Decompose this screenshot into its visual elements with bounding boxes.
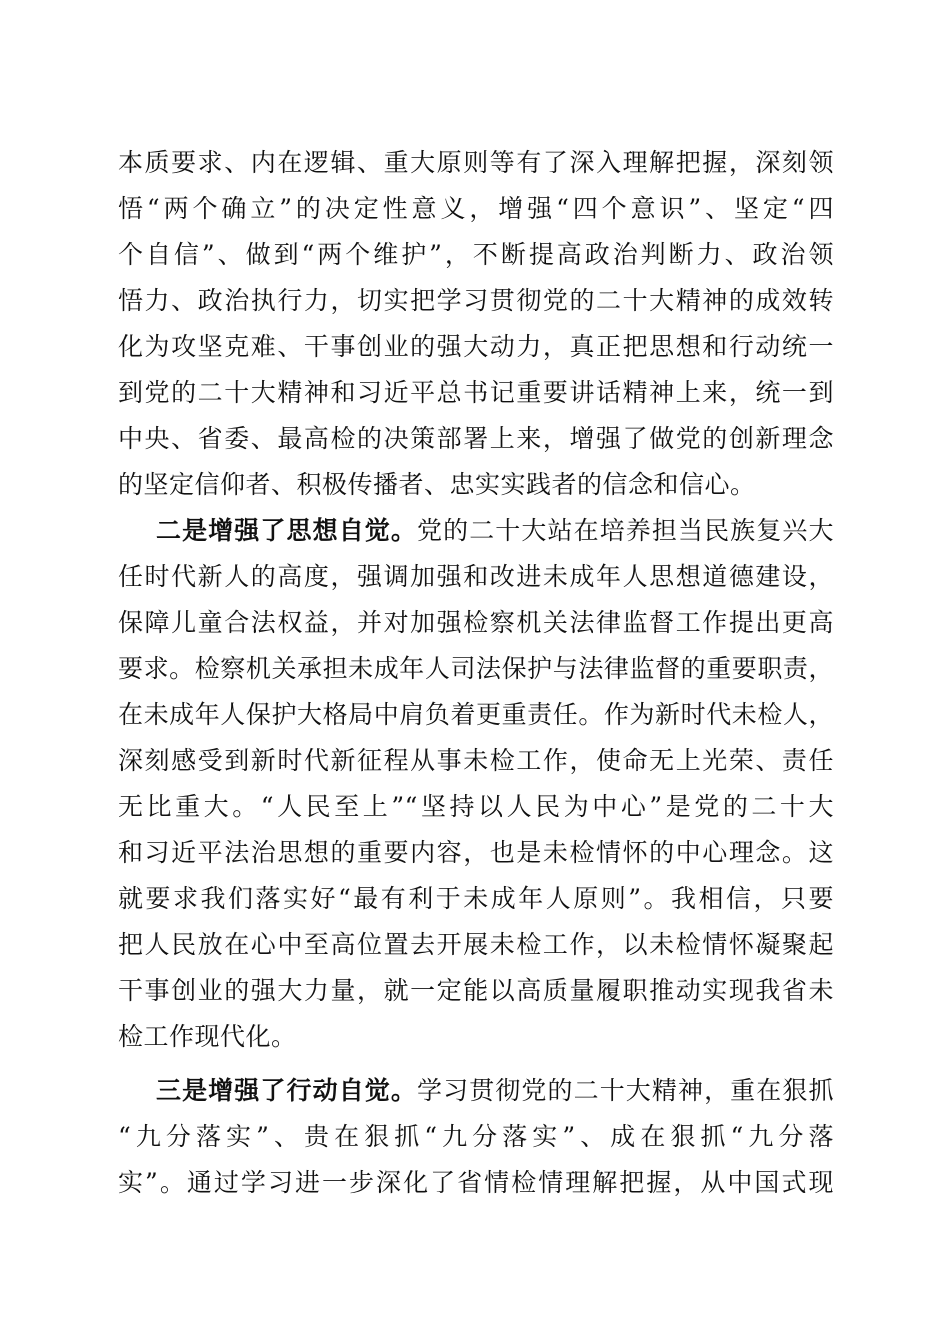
paragraph-line: 任时代新人的高度，强调加强和改进未成年人思想道德建设， (118, 562, 834, 591)
paragraph-line: 本质要求、内在逻辑、重大原则等有了深入理解把握，深刻领 (118, 148, 834, 177)
paragraph-lead-heading: 二是增强了思想自觉。 (156, 516, 417, 545)
paragraph-line: “九分落实”、贵在狠抓“九分落实”、成在狠抓“九分落 (118, 1122, 834, 1151)
paragraph-line: 的坚定信仰者、积极传播者、忠实实践者的信念和信心。 (118, 470, 756, 499)
paragraph-spacer (118, 1060, 834, 1068)
paragraph-line: 和习近平法治思想的重要内容，也是未检情怀的中心理念。这 (118, 838, 834, 867)
paragraph-first-line (118, 508, 834, 554)
paragraph-line: 实”。通过学习进一步深化了省情检情理解把握，从中国式现 (118, 1168, 834, 1197)
paragraph-3 (118, 1068, 834, 1206)
paragraph-1 (118, 140, 834, 508)
paragraph-line: 检工作现代化。 (118, 1022, 297, 1051)
paragraph-line: 把人民放在心中至高位置去开展未检工作，以未检情怀凝聚起 (118, 930, 834, 959)
paragraph-line: 要求。检察机关承担未成年人司法保护与法律监督的重要职责， (118, 654, 834, 683)
paragraph-line: 中央、省委、最高检的决策部署上来，增强了做党的创新理念 (118, 424, 834, 453)
paragraph-line: 保障儿童合法权益，并对加强检察机关法律监督工作提出更高 (118, 608, 834, 637)
paragraph-first-line (118, 1068, 834, 1114)
paragraph-lead-heading: 三是增强了行动自觉。 (156, 1076, 417, 1105)
document-body (118, 140, 834, 1206)
paragraph-line: 干事创业的强大力量，就一定能以高质量履职推动实现我省未 (118, 976, 834, 1005)
paragraph-line: 深刻感受到新时代新征程从事未检工作，使命无上光荣、责任 (118, 746, 834, 775)
paragraph-line: 化为攻坚克难、干事创业的强大动力，真正把思想和行动统一 (118, 332, 834, 361)
paragraph-line: 悟力、政治执行力，切实把学习贯彻党的二十大精神的成效转 (118, 286, 834, 315)
paragraph-line: 就要求我们落实好“最有利于未成年人原则”。我相信，只要 (118, 884, 834, 913)
paragraph-line: 个自信”、做到“两个维护”，不断提高政治判断力、政治领 (118, 240, 834, 269)
paragraph-first-line-text: 学习贯彻党的二十大精神，重在狠抓 (417, 1076, 834, 1105)
paragraph-line: 到党的二十大精神和习近平总书记重要讲话精神上来，统一到 (118, 378, 834, 407)
paragraph-2 (118, 508, 834, 1060)
paragraph-first-line-text: 党的二十大站在培养担当民族复兴大 (417, 516, 834, 545)
paragraph-line: 悟“两个确立”的决定性意义，增强“四个意识”、坚定“四 (118, 194, 834, 223)
paragraph-line: 在未成年人保护大格局中肩负着更重责任。作为新时代未检人， (118, 700, 834, 729)
paragraph-line: 无比重大。“人民至上”“坚持以人民为中心”是党的二十大 (118, 792, 834, 821)
